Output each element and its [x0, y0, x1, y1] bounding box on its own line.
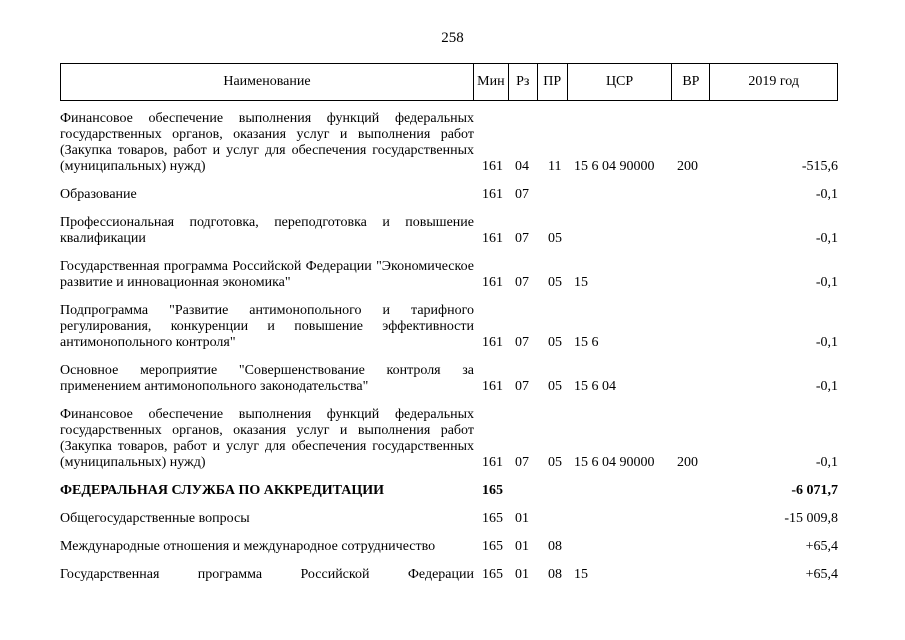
row-rz: 07	[515, 335, 529, 350]
table-row	[60, 511, 838, 527]
row-vr: 200	[677, 159, 698, 174]
table-row	[60, 483, 838, 499]
row-min: 161	[482, 455, 503, 470]
row-name: Подпрограмма "Развитие антимонопольного и тарифного регулирования, конкуренции и повышение эффективности антимонопольного контроля"	[60, 303, 474, 350]
row-name: Государственная программа Российской Федерации "Экономическое развитие и инновационная экономика"	[60, 259, 474, 290]
row-min: 161	[482, 159, 503, 174]
row-name: Профессиональная подготовка, переподготовка и повышение квалификации	[60, 215, 474, 246]
row-pr: 11	[548, 159, 562, 174]
header-pr: ПР	[538, 64, 568, 100]
row-min: 165	[482, 567, 503, 582]
row-value: +65,4	[805, 567, 838, 582]
row-pr: 05	[548, 455, 562, 470]
header-rz: Рз	[509, 64, 538, 100]
row-rz: 07	[515, 455, 529, 470]
row-pr: 05	[548, 231, 562, 246]
row-value: -0,1	[815, 187, 838, 202]
table-body	[60, 111, 838, 595]
row-value: -6 071,7	[791, 483, 838, 498]
table-row	[60, 215, 838, 247]
row-pr: 08	[548, 567, 562, 582]
table-row	[60, 303, 838, 351]
row-name: Международные отношения и международное сотрудничество	[60, 539, 436, 554]
header-year: 2019 год	[748, 74, 799, 89]
table-row	[60, 111, 838, 175]
row-name: Образование	[60, 187, 137, 202]
row-rz: 01	[515, 567, 529, 582]
row-rz: 07	[515, 379, 529, 394]
table-row	[60, 363, 838, 395]
row-pr: 05	[548, 275, 562, 290]
row-rz: 04	[515, 159, 529, 174]
table-header	[60, 63, 838, 101]
row-csr: 15	[574, 275, 588, 290]
row-rz: 07	[515, 231, 529, 246]
row-pr: 05	[548, 335, 562, 350]
row-pr: 08	[548, 539, 562, 554]
row-value: -0,1	[815, 455, 838, 470]
header-min: Мин	[474, 64, 509, 100]
table-row	[60, 539, 838, 555]
table-row	[60, 187, 838, 203]
row-value: +65,4	[805, 539, 838, 554]
row-csr: 15 6 04	[574, 379, 616, 394]
table-row	[60, 567, 838, 583]
header-name: Наименование	[61, 64, 474, 100]
row-name: Финансовое обеспечение выполнения функций федеральных государственных органов, оказания услуг и выполнения работ (Закупка товаров, работ и услуг для обеспечения государственных (муниципальных) нужд)	[60, 111, 474, 174]
row-min: 161	[482, 275, 503, 290]
row-rz: 01	[515, 511, 529, 526]
row-value: -0,1	[815, 231, 838, 246]
row-value: -515,6	[801, 159, 838, 174]
row-pr: 05	[548, 379, 562, 394]
row-min: 161	[482, 231, 503, 246]
row-value: -15 009,8	[784, 511, 838, 526]
row-name: Общегосударственные вопросы	[60, 511, 250, 526]
row-name: Основное мероприятие "Совершенствование контроля за применением антимонопольного законодательства"	[60, 363, 474, 394]
row-min: 161	[482, 379, 503, 394]
table-row	[60, 259, 838, 291]
row-csr: 15 6	[574, 335, 599, 350]
row-value: -0,1	[815, 275, 838, 290]
row-rz: 07	[515, 275, 529, 290]
row-name: Финансовое обеспечение выполнения функций федеральных государственных органов, оказания услуг и выполнения работ (Закупка товаров, работ и услуг для обеспечения государственных (муниципальных) нужд)	[60, 407, 474, 470]
row-min: 165	[482, 539, 503, 554]
header-vr: ВР	[672, 64, 710, 100]
row-name: ФЕДЕРАЛЬНАЯ СЛУЖБА ПО АККРЕДИТАЦИИ	[60, 483, 385, 498]
row-name: Государственная программа Российской Федерации	[60, 567, 474, 582]
row-min: 165	[482, 483, 503, 498]
row-csr: 15	[574, 567, 588, 582]
page-number: 258	[441, 30, 464, 46]
row-value: -0,1	[815, 335, 838, 350]
table-row	[60, 407, 838, 471]
row-min: 161	[482, 335, 503, 350]
row-value: -0,1	[815, 379, 838, 394]
row-csr: 15 6 04 90000	[574, 159, 655, 174]
header-csr: ЦСР	[568, 64, 673, 100]
row-csr: 15 6 04 90000	[574, 455, 655, 470]
row-min: 161	[482, 187, 503, 202]
row-rz: 07	[515, 187, 529, 202]
row-min: 165	[482, 511, 503, 526]
row-vr: 200	[677, 455, 698, 470]
row-rz: 01	[515, 539, 529, 554]
